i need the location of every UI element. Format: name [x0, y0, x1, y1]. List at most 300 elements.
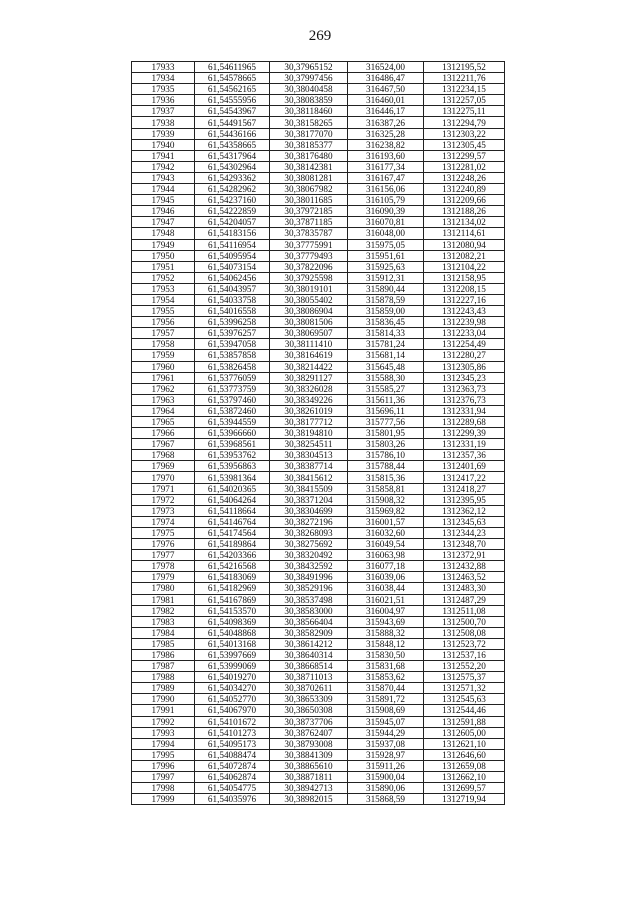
point-number-cell: 17964 — [132, 405, 195, 416]
point-number-cell: 17981 — [132, 594, 195, 605]
y-coordinate-cell: 1312082,21 — [424, 250, 505, 261]
latitude-cell: 61,54013168 — [195, 638, 270, 649]
y-coordinate-cell: 1312487,29 — [424, 594, 505, 605]
table-row — [132, 760, 505, 771]
latitude-cell: 61,53776059 — [195, 372, 270, 383]
longitude-cell: 30,38268093 — [270, 527, 348, 538]
table-row — [132, 661, 505, 672]
longitude-cell: 30,38737706 — [270, 716, 348, 727]
table-row — [132, 561, 505, 572]
table-row — [132, 294, 505, 305]
x-coordinate-cell: 316446,17 — [348, 106, 424, 117]
longitude-cell: 30,38583000 — [270, 605, 348, 616]
point-number-cell: 17996 — [132, 760, 195, 771]
x-coordinate-cell: 316105,79 — [348, 195, 424, 206]
point-number-cell: 17971 — [132, 483, 195, 494]
table-row — [132, 195, 505, 206]
y-coordinate-cell: 1312303,22 — [424, 128, 505, 139]
x-coordinate-cell: 315696,11 — [348, 405, 424, 416]
table-row — [132, 783, 505, 794]
point-number-cell: 17993 — [132, 727, 195, 738]
y-coordinate-cell: 1312239,98 — [424, 317, 505, 328]
longitude-cell: 30,38177712 — [270, 417, 348, 428]
x-coordinate-cell: 316001,57 — [348, 516, 424, 527]
point-number-cell: 17977 — [132, 550, 195, 561]
table-row — [132, 738, 505, 749]
table-row — [132, 317, 505, 328]
point-number-cell: 17972 — [132, 494, 195, 505]
longitude-cell: 30,38158265 — [270, 117, 348, 128]
point-number-cell: 17969 — [132, 461, 195, 472]
y-coordinate-cell: 1312605,00 — [424, 727, 505, 738]
latitude-cell: 61,54064264 — [195, 494, 270, 505]
x-coordinate-cell: 315815,36 — [348, 472, 424, 483]
y-coordinate-cell: 1312348,70 — [424, 539, 505, 550]
table-row — [132, 73, 505, 84]
table-row — [132, 261, 505, 272]
y-coordinate-cell: 1312104,22 — [424, 261, 505, 272]
point-number-cell: 17945 — [132, 195, 195, 206]
y-coordinate-cell: 1312299,39 — [424, 428, 505, 439]
y-coordinate-cell: 1312344,23 — [424, 527, 505, 538]
x-coordinate-cell: 315803,26 — [348, 439, 424, 450]
longitude-cell: 30,38177070 — [270, 128, 348, 139]
latitude-cell: 61,54555956 — [195, 95, 270, 106]
y-coordinate-cell: 1312280,27 — [424, 350, 505, 361]
latitude-cell: 61,53956863 — [195, 461, 270, 472]
longitude-cell: 30,38081506 — [270, 317, 348, 328]
point-number-cell: 17975 — [132, 527, 195, 538]
y-coordinate-cell: 1312289,68 — [424, 417, 505, 428]
latitude-cell: 61,54282962 — [195, 184, 270, 195]
x-coordinate-cell: 316238,82 — [348, 139, 424, 150]
x-coordinate-cell: 315975,05 — [348, 239, 424, 250]
table-row — [132, 705, 505, 716]
table-row — [132, 550, 505, 561]
point-number-cell: 17950 — [132, 250, 195, 261]
latitude-cell: 61,54293362 — [195, 172, 270, 183]
x-coordinate-cell: 315858,81 — [348, 483, 424, 494]
latitude-cell: 61,54062456 — [195, 272, 270, 283]
table-row — [132, 683, 505, 694]
y-coordinate-cell: 1312209,66 — [424, 195, 505, 206]
latitude-cell: 61,54067970 — [195, 705, 270, 716]
latitude-cell: 61,53857858 — [195, 350, 270, 361]
y-coordinate-cell: 1312233,04 — [424, 328, 505, 339]
longitude-cell: 30,38982015 — [270, 794, 348, 805]
latitude-cell: 61,54204057 — [195, 217, 270, 228]
longitude-cell: 30,38055402 — [270, 294, 348, 305]
latitude-cell: 61,53968561 — [195, 439, 270, 450]
table-row — [132, 772, 505, 783]
longitude-cell: 30,38067982 — [270, 184, 348, 195]
x-coordinate-cell: 315969,82 — [348, 505, 424, 516]
x-coordinate-cell: 315611,36 — [348, 394, 424, 405]
y-coordinate-cell: 1312294,79 — [424, 117, 505, 128]
longitude-cell: 30,38261019 — [270, 405, 348, 416]
point-number-cell: 17947 — [132, 217, 195, 228]
table-row — [132, 172, 505, 183]
y-coordinate-cell: 1312432,88 — [424, 561, 505, 572]
longitude-cell: 30,38415612 — [270, 472, 348, 483]
point-number-cell: 17989 — [132, 683, 195, 694]
latitude-cell: 61,54562165 — [195, 84, 270, 95]
longitude-cell: 30,38529196 — [270, 583, 348, 594]
y-coordinate-cell: 1312254,49 — [424, 339, 505, 350]
latitude-cell: 61,54116954 — [195, 239, 270, 250]
x-coordinate-cell: 316049,54 — [348, 539, 424, 550]
y-coordinate-cell: 1312591,88 — [424, 716, 505, 727]
y-coordinate-cell: 1312523,72 — [424, 638, 505, 649]
table-row — [132, 716, 505, 727]
table-row — [132, 516, 505, 527]
point-number-cell: 17938 — [132, 117, 195, 128]
table-row — [132, 428, 505, 439]
y-coordinate-cell: 1312362,12 — [424, 505, 505, 516]
x-coordinate-cell: 316325,28 — [348, 128, 424, 139]
table-row — [132, 605, 505, 616]
x-coordinate-cell: 315908,69 — [348, 705, 424, 716]
y-coordinate-cell: 1312621,10 — [424, 738, 505, 749]
table-row — [132, 638, 505, 649]
longitude-cell: 30,38272196 — [270, 516, 348, 527]
x-coordinate-cell: 316032,60 — [348, 527, 424, 538]
latitude-cell: 61,54543967 — [195, 106, 270, 117]
y-coordinate-cell: 1312376,73 — [424, 394, 505, 405]
page-number: 269 — [308, 28, 332, 44]
point-number-cell: 17952 — [132, 272, 195, 283]
x-coordinate-cell: 315781,24 — [348, 339, 424, 350]
point-number-cell: 17954 — [132, 294, 195, 305]
latitude-cell: 61,54088474 — [195, 749, 270, 760]
y-coordinate-cell: 1312463,52 — [424, 572, 505, 583]
latitude-cell: 61,54237160 — [195, 195, 270, 206]
y-coordinate-cell: 1312240,89 — [424, 184, 505, 195]
latitude-cell: 61,54016558 — [195, 306, 270, 317]
table-row — [132, 583, 505, 594]
longitude-cell: 30,37925598 — [270, 272, 348, 283]
longitude-cell: 30,38326028 — [270, 383, 348, 394]
table-row — [132, 139, 505, 150]
latitude-cell: 61,54019270 — [195, 672, 270, 683]
longitude-cell: 30,37871185 — [270, 217, 348, 228]
latitude-cell: 61,54101672 — [195, 716, 270, 727]
point-number-cell: 17976 — [132, 539, 195, 550]
table-row — [132, 649, 505, 660]
point-number-cell: 17984 — [132, 627, 195, 638]
latitude-cell: 61,54216568 — [195, 561, 270, 572]
y-coordinate-cell: 1312114,61 — [424, 228, 505, 239]
point-number-cell: 17983 — [132, 616, 195, 627]
table-row — [132, 217, 505, 228]
point-number-cell: 17962 — [132, 383, 195, 394]
point-number-cell: 17933 — [132, 62, 195, 73]
longitude-cell: 30,38650308 — [270, 705, 348, 716]
y-coordinate-cell: 1312134,02 — [424, 217, 505, 228]
x-coordinate-cell: 315814,33 — [348, 328, 424, 339]
latitude-cell: 61,53976257 — [195, 328, 270, 339]
longitude-cell: 30,38011685 — [270, 195, 348, 206]
point-number-cell: 17968 — [132, 450, 195, 461]
x-coordinate-cell: 315911,26 — [348, 760, 424, 771]
y-coordinate-cell: 1312545,63 — [424, 694, 505, 705]
longitude-cell: 30,38304513 — [270, 450, 348, 461]
point-number-cell: 17999 — [132, 794, 195, 805]
latitude-cell: 61,54317964 — [195, 150, 270, 161]
y-coordinate-cell: 1312372,91 — [424, 550, 505, 561]
coordinates-table-body — [132, 62, 505, 805]
x-coordinate-cell: 316460,01 — [348, 95, 424, 106]
y-coordinate-cell: 1312345,63 — [424, 516, 505, 527]
point-number-cell: 17960 — [132, 361, 195, 372]
point-number-cell: 17982 — [132, 605, 195, 616]
table-row — [132, 616, 505, 627]
y-coordinate-cell: 1312500,70 — [424, 616, 505, 627]
y-coordinate-cell: 1312571,32 — [424, 683, 505, 694]
longitude-cell: 30,38371204 — [270, 494, 348, 505]
table-row — [132, 339, 505, 350]
point-number-cell: 17949 — [132, 239, 195, 250]
point-number-cell: 17959 — [132, 350, 195, 361]
latitude-cell: 61,54033758 — [195, 294, 270, 305]
point-number-cell: 17951 — [132, 261, 195, 272]
latitude-cell: 61,54436166 — [195, 128, 270, 139]
x-coordinate-cell: 316467,50 — [348, 84, 424, 95]
latitude-cell: 61,54034270 — [195, 683, 270, 694]
latitude-cell: 61,54048868 — [195, 627, 270, 638]
table-row — [132, 128, 505, 139]
point-number-cell: 17991 — [132, 705, 195, 716]
latitude-cell: 61,54095954 — [195, 250, 270, 261]
longitude-cell: 30,38668514 — [270, 661, 348, 672]
x-coordinate-cell: 315681,14 — [348, 350, 424, 361]
coordinates-table — [131, 61, 505, 805]
x-coordinate-cell: 316038,44 — [348, 583, 424, 594]
x-coordinate-cell: 315945,07 — [348, 716, 424, 727]
point-number-cell: 17987 — [132, 661, 195, 672]
longitude-cell: 30,38291127 — [270, 372, 348, 383]
x-coordinate-cell: 315859,00 — [348, 306, 424, 317]
x-coordinate-cell: 315801,95 — [348, 428, 424, 439]
point-number-cell: 17937 — [132, 106, 195, 117]
point-number-cell: 17992 — [132, 716, 195, 727]
longitude-cell: 30,38640314 — [270, 649, 348, 660]
table-row — [132, 417, 505, 428]
point-number-cell: 17955 — [132, 306, 195, 317]
point-number-cell: 17936 — [132, 95, 195, 106]
point-number-cell: 17970 — [132, 472, 195, 483]
latitude-cell: 61,53996258 — [195, 317, 270, 328]
latitude-cell: 61,53999069 — [195, 661, 270, 672]
table-row — [132, 627, 505, 638]
table-row — [132, 694, 505, 705]
table-row — [132, 95, 505, 106]
x-coordinate-cell: 315777,56 — [348, 417, 424, 428]
x-coordinate-cell: 316004,97 — [348, 605, 424, 616]
y-coordinate-cell: 1312281,02 — [424, 161, 505, 172]
x-coordinate-cell: 315788,44 — [348, 461, 424, 472]
longitude-cell: 30,38653309 — [270, 694, 348, 705]
latitude-cell: 61,54095173 — [195, 738, 270, 749]
point-number-cell: 17986 — [132, 649, 195, 660]
latitude-cell: 61,54118664 — [195, 505, 270, 516]
table-row — [132, 250, 505, 261]
longitude-cell: 30,38415509 — [270, 483, 348, 494]
x-coordinate-cell: 315868,59 — [348, 794, 424, 805]
y-coordinate-cell: 1312158,95 — [424, 272, 505, 283]
table-row — [132, 106, 505, 117]
x-coordinate-cell: 315937,08 — [348, 738, 424, 749]
latitude-cell: 61,54302964 — [195, 161, 270, 172]
table-row — [132, 117, 505, 128]
longitude-cell: 30,38214422 — [270, 361, 348, 372]
latitude-cell: 61,54183156 — [195, 228, 270, 239]
y-coordinate-cell: 1312537,16 — [424, 649, 505, 660]
latitude-cell: 61,54183069 — [195, 572, 270, 583]
table-row — [132, 461, 505, 472]
latitude-cell: 61,53947058 — [195, 339, 270, 350]
point-number-cell: 17953 — [132, 283, 195, 294]
table-row — [132, 62, 505, 73]
table-row — [132, 539, 505, 550]
longitude-cell: 30,38871811 — [270, 772, 348, 783]
longitude-cell: 30,38304699 — [270, 505, 348, 516]
point-number-cell: 17943 — [132, 172, 195, 183]
table-row — [132, 328, 505, 339]
longitude-cell: 30,38164619 — [270, 350, 348, 361]
x-coordinate-cell: 315870,44 — [348, 683, 424, 694]
x-coordinate-cell: 316090,39 — [348, 206, 424, 217]
x-coordinate-cell: 315853,62 — [348, 672, 424, 683]
x-coordinate-cell: 315944,29 — [348, 727, 424, 738]
y-coordinate-cell: 1312363,73 — [424, 383, 505, 394]
point-number-cell: 17940 — [132, 139, 195, 150]
longitude-cell: 30,38185377 — [270, 139, 348, 150]
point-number-cell: 17998 — [132, 783, 195, 794]
point-number-cell: 17974 — [132, 516, 195, 527]
longitude-cell: 30,38841309 — [270, 749, 348, 760]
point-number-cell: 17948 — [132, 228, 195, 239]
latitude-cell: 61,53981364 — [195, 472, 270, 483]
point-number-cell: 17942 — [132, 161, 195, 172]
y-coordinate-cell: 1312305,86 — [424, 361, 505, 372]
y-coordinate-cell: 1312575,37 — [424, 672, 505, 683]
latitude-cell: 61,54189864 — [195, 539, 270, 550]
longitude-cell: 30,38019101 — [270, 283, 348, 294]
latitude-cell: 61,53953762 — [195, 450, 270, 461]
latitude-cell: 61,54358665 — [195, 139, 270, 150]
x-coordinate-cell: 316387,26 — [348, 117, 424, 128]
latitude-cell: 61,54062874 — [195, 772, 270, 783]
table-row — [132, 228, 505, 239]
x-coordinate-cell: 315890,06 — [348, 783, 424, 794]
latitude-cell: 61,53773759 — [195, 383, 270, 394]
table-row — [132, 472, 505, 483]
table-row — [132, 84, 505, 95]
y-coordinate-cell: 1312662,10 — [424, 772, 505, 783]
y-coordinate-cell: 1312511,08 — [424, 605, 505, 616]
latitude-cell: 61,54146764 — [195, 516, 270, 527]
x-coordinate-cell: 316167,47 — [348, 172, 424, 183]
x-coordinate-cell: 315951,61 — [348, 250, 424, 261]
latitude-cell: 61,53997669 — [195, 649, 270, 660]
point-number-cell: 17958 — [132, 339, 195, 350]
y-coordinate-cell: 1312257,05 — [424, 95, 505, 106]
point-number-cell: 17990 — [132, 694, 195, 705]
x-coordinate-cell: 316486,47 — [348, 73, 424, 84]
point-number-cell: 17944 — [132, 184, 195, 195]
y-coordinate-cell: 1312305,45 — [424, 139, 505, 150]
y-coordinate-cell: 1312345,23 — [424, 372, 505, 383]
y-coordinate-cell: 1312719,94 — [424, 794, 505, 805]
longitude-cell: 30,38111410 — [270, 339, 348, 350]
point-number-cell: 17963 — [132, 394, 195, 405]
x-coordinate-cell: 316021,51 — [348, 594, 424, 605]
latitude-cell: 61,53966660 — [195, 428, 270, 439]
table-row — [132, 450, 505, 461]
table-row — [132, 405, 505, 416]
table-row — [132, 727, 505, 738]
latitude-cell: 61,54020365 — [195, 483, 270, 494]
longitude-cell: 30,38194810 — [270, 428, 348, 439]
latitude-cell: 61,54054775 — [195, 783, 270, 794]
latitude-cell: 61,54052770 — [195, 694, 270, 705]
point-number-cell: 17967 — [132, 439, 195, 450]
longitude-cell: 30,38387714 — [270, 461, 348, 472]
longitude-cell: 30,38349226 — [270, 394, 348, 405]
x-coordinate-cell: 316063,98 — [348, 550, 424, 561]
latitude-cell: 61,53797460 — [195, 394, 270, 405]
latitude-cell: 61,54153570 — [195, 605, 270, 616]
longitude-cell: 30,38432592 — [270, 561, 348, 572]
longitude-cell: 30,37972185 — [270, 206, 348, 217]
x-coordinate-cell: 315943,69 — [348, 616, 424, 627]
y-coordinate-cell: 1312544,46 — [424, 705, 505, 716]
longitude-cell: 30,38254511 — [270, 439, 348, 450]
point-number-cell: 17994 — [132, 738, 195, 749]
point-number-cell: 17956 — [132, 317, 195, 328]
longitude-cell: 30,38942713 — [270, 783, 348, 794]
latitude-cell: 61,54043957 — [195, 283, 270, 294]
table-row — [132, 394, 505, 405]
point-number-cell: 17935 — [132, 84, 195, 95]
table-row — [132, 483, 505, 494]
x-coordinate-cell: 315908,32 — [348, 494, 424, 505]
y-coordinate-cell: 1312552,20 — [424, 661, 505, 672]
table-row — [132, 283, 505, 294]
x-coordinate-cell: 315830,50 — [348, 649, 424, 660]
longitude-cell: 30,38086904 — [270, 306, 348, 317]
y-coordinate-cell: 1312401,69 — [424, 461, 505, 472]
y-coordinate-cell: 1312508,08 — [424, 627, 505, 638]
y-coordinate-cell: 1312659,08 — [424, 760, 505, 771]
table-row — [132, 350, 505, 361]
y-coordinate-cell: 1312211,76 — [424, 73, 505, 84]
longitude-cell: 30,37822096 — [270, 261, 348, 272]
y-coordinate-cell: 1312699,57 — [424, 783, 505, 794]
x-coordinate-cell: 316193,60 — [348, 150, 424, 161]
x-coordinate-cell: 316077,18 — [348, 561, 424, 572]
longitude-cell: 30,38566404 — [270, 616, 348, 627]
x-coordinate-cell: 316070,81 — [348, 217, 424, 228]
table-row — [132, 494, 505, 505]
latitude-cell: 61,54098369 — [195, 616, 270, 627]
x-coordinate-cell: 315878,59 — [348, 294, 424, 305]
y-coordinate-cell: 1312188,26 — [424, 206, 505, 217]
point-number-cell: 17957 — [132, 328, 195, 339]
latitude-cell: 61,54182969 — [195, 583, 270, 594]
longitude-cell: 30,38069507 — [270, 328, 348, 339]
